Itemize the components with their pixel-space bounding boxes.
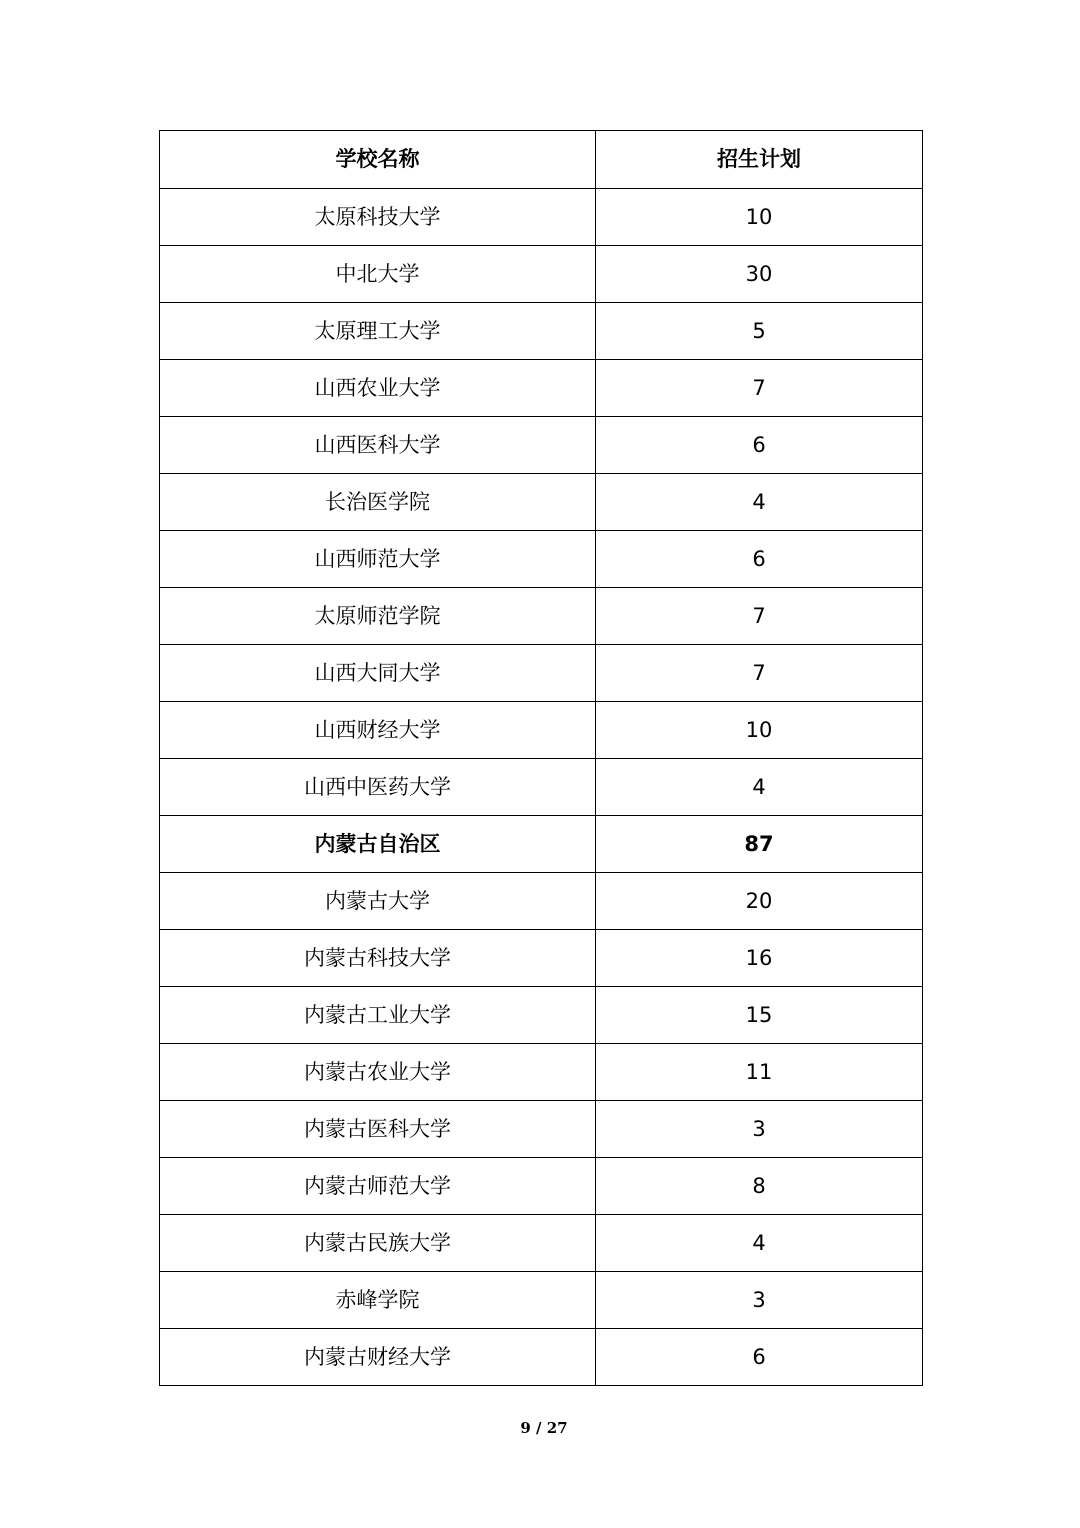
region-plan-total-cell: 87 <box>596 816 923 873</box>
enrollment-plan-cell: 7 <box>596 360 923 417</box>
school-name-cell: 山西医科大学 <box>160 417 596 474</box>
header-enrollment-plan: 招生计划 <box>596 131 923 189</box>
school-name-cell: 内蒙古科技大学 <box>160 930 596 987</box>
school-name-cell: 山西财经大学 <box>160 702 596 759</box>
table-row <box>160 702 923 759</box>
table-row <box>160 417 923 474</box>
enrollment-plan-cell: 6 <box>596 531 923 588</box>
enrollment-plan-cell: 10 <box>596 702 923 759</box>
enrollment-plan-cell: 10 <box>596 189 923 246</box>
table-row <box>160 1101 923 1158</box>
table-row <box>160 189 923 246</box>
table-row <box>160 1158 923 1215</box>
school-name-cell: 太原师范学院 <box>160 588 596 645</box>
school-name-cell: 中北大学 <box>160 246 596 303</box>
school-name-cell: 山西中医药大学 <box>160 759 596 816</box>
enrollment-plan-cell: 7 <box>596 588 923 645</box>
enrollment-plan-cell: 5 <box>596 303 923 360</box>
enrollment-plan-cell: 6 <box>596 1329 923 1386</box>
school-name-cell: 太原理工大学 <box>160 303 596 360</box>
table-row <box>160 759 923 816</box>
enrollment-plan-table <box>159 130 923 1386</box>
enrollment-plan-cell: 16 <box>596 930 923 987</box>
school-name-cell: 内蒙古民族大学 <box>160 1215 596 1272</box>
table-row <box>160 1329 923 1386</box>
school-name-cell: 太原科技大学 <box>160 189 596 246</box>
school-name-cell: 内蒙古大学 <box>160 873 596 930</box>
enrollment-plan-cell: 8 <box>596 1158 923 1215</box>
school-name-cell: 山西农业大学 <box>160 360 596 417</box>
region-name-cell: 内蒙古自治区 <box>160 816 596 873</box>
enrollment-plan-cell: 4 <box>596 474 923 531</box>
table-row <box>160 360 923 417</box>
header-school-name: 学校名称 <box>160 131 596 189</box>
table-row <box>160 1215 923 1272</box>
table-row <box>160 987 923 1044</box>
table-row <box>160 474 923 531</box>
table-row <box>160 645 923 702</box>
enrollment-plan-cell: 20 <box>596 873 923 930</box>
school-name-cell: 山西师范大学 <box>160 531 596 588</box>
enrollment-plan-cell: 7 <box>596 645 923 702</box>
school-name-cell: 山西大同大学 <box>160 645 596 702</box>
table-row <box>160 873 923 930</box>
enrollment-plan-cell: 4 <box>596 759 923 816</box>
table-row <box>160 531 923 588</box>
school-name-cell: 内蒙古农业大学 <box>160 1044 596 1101</box>
enrollment-plan-cell: 6 <box>596 417 923 474</box>
table-row <box>160 303 923 360</box>
header-row <box>160 131 923 189</box>
table-row <box>160 1044 923 1101</box>
table-row <box>160 246 923 303</box>
enrollment-plan-cell: 30 <box>596 246 923 303</box>
school-name-cell: 内蒙古工业大学 <box>160 987 596 1044</box>
enrollment-plan-cell: 15 <box>596 987 923 1044</box>
page-number: 9 / 27 <box>520 1419 568 1437</box>
enrollment-plan-cell: 4 <box>596 1215 923 1272</box>
table-header <box>160 131 923 189</box>
table-row <box>160 1272 923 1329</box>
region-row <box>160 816 923 873</box>
school-name-cell: 内蒙古财经大学 <box>160 1329 596 1386</box>
school-name-cell: 长治医学院 <box>160 474 596 531</box>
table-row <box>160 930 923 987</box>
enrollment-plan-cell: 3 <box>596 1101 923 1158</box>
school-name-cell: 内蒙古医科大学 <box>160 1101 596 1158</box>
table-row <box>160 588 923 645</box>
table-body <box>160 189 923 1386</box>
enrollment-plan-cell: 3 <box>596 1272 923 1329</box>
school-name-cell: 内蒙古师范大学 <box>160 1158 596 1215</box>
enrollment-plan-cell: 11 <box>596 1044 923 1101</box>
school-name-cell: 赤峰学院 <box>160 1272 596 1329</box>
